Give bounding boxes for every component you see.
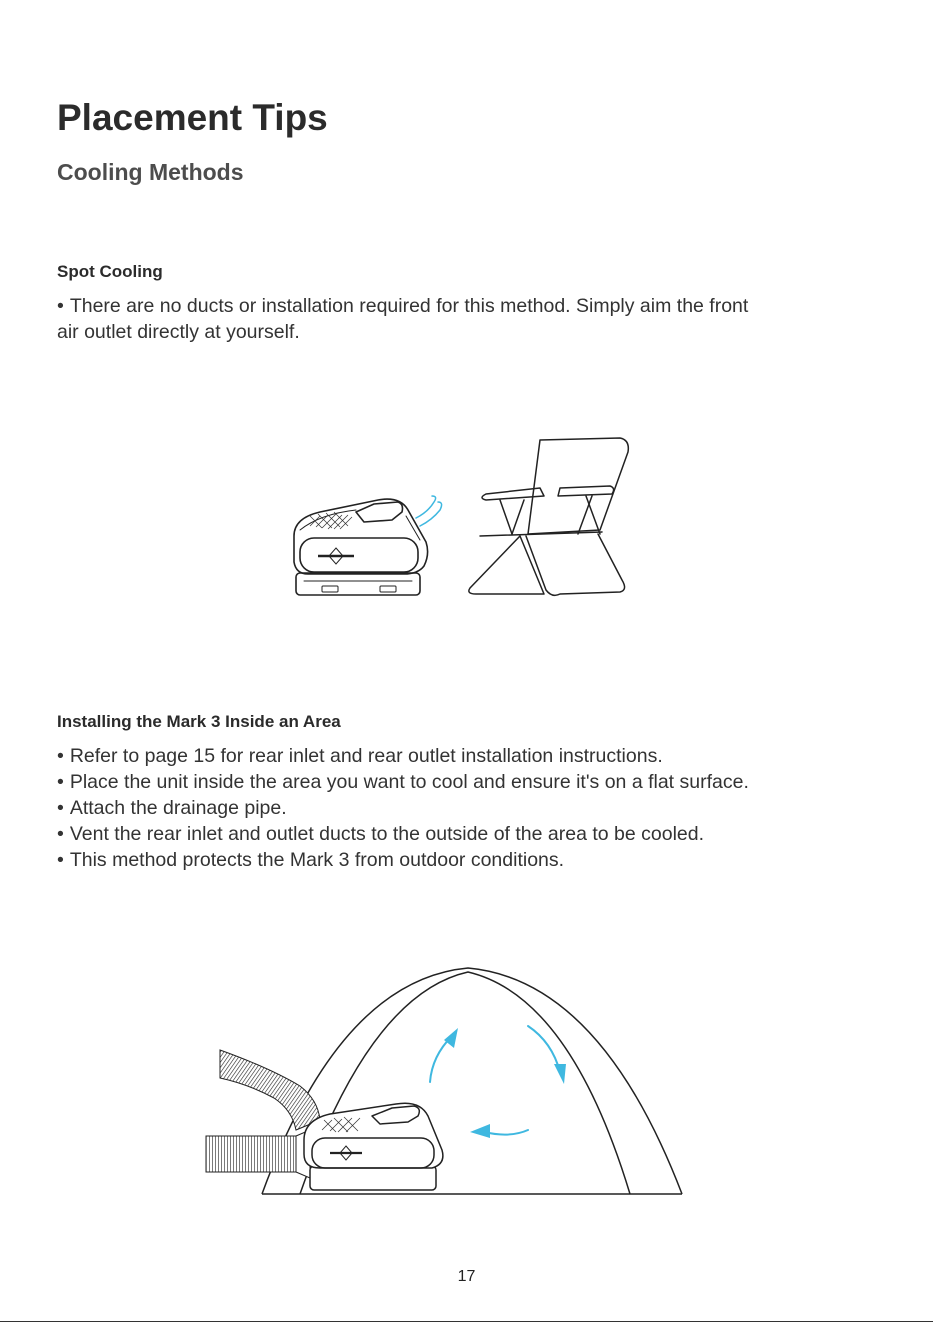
list-item: • Vent the rear inlet and outlet ducts to the outside of the area to be cooled. (57, 823, 705, 845)
air-cooler-unit (294, 499, 428, 595)
spot-cooling-line-1: • There are no ducts or installation required for this method. Simply aim the front (57, 295, 749, 317)
chair-icon (469, 438, 628, 595)
airflow-icon (416, 496, 442, 526)
page-number: 17 (457, 1268, 476, 1285)
spot-cooling-illustration (280, 430, 640, 610)
tent-installation-illustration (200, 960, 690, 1200)
list-item: • Attach the drainage pipe. (57, 797, 287, 819)
spot-cooling-line-2: air outlet directly at yourself. (57, 321, 300, 343)
installing-heading: Installing the Mark 3 Inside an Area (57, 712, 341, 731)
spot-cooling-heading: Spot Cooling (57, 262, 163, 281)
list-item: • Place the unit inside the area you want to cool and ensure it's on a flat surface. (57, 771, 749, 793)
bullet: • (57, 797, 64, 819)
bottom-divider (0, 1321, 933, 1322)
duct-hoses (206, 1050, 320, 1178)
section-title: Cooling Methods (57, 159, 244, 185)
bullet: • (57, 745, 64, 767)
bullet: • (57, 849, 64, 871)
list-item: • This method protects the Mark 3 from outdoor conditions. (57, 849, 565, 871)
installing-instructions-list (57, 743, 749, 873)
bullet: • (57, 771, 64, 793)
bullet: • (57, 823, 64, 845)
list-item: • Refer to page 15 for rear inlet and rear outlet installation instructions. (57, 745, 663, 767)
bullet: • (57, 295, 64, 317)
spot-cooling-description (57, 293, 748, 345)
page-title: Placement Tips (57, 97, 328, 138)
brand-logo-icon (318, 548, 354, 564)
air-cooler-unit (304, 1103, 443, 1190)
